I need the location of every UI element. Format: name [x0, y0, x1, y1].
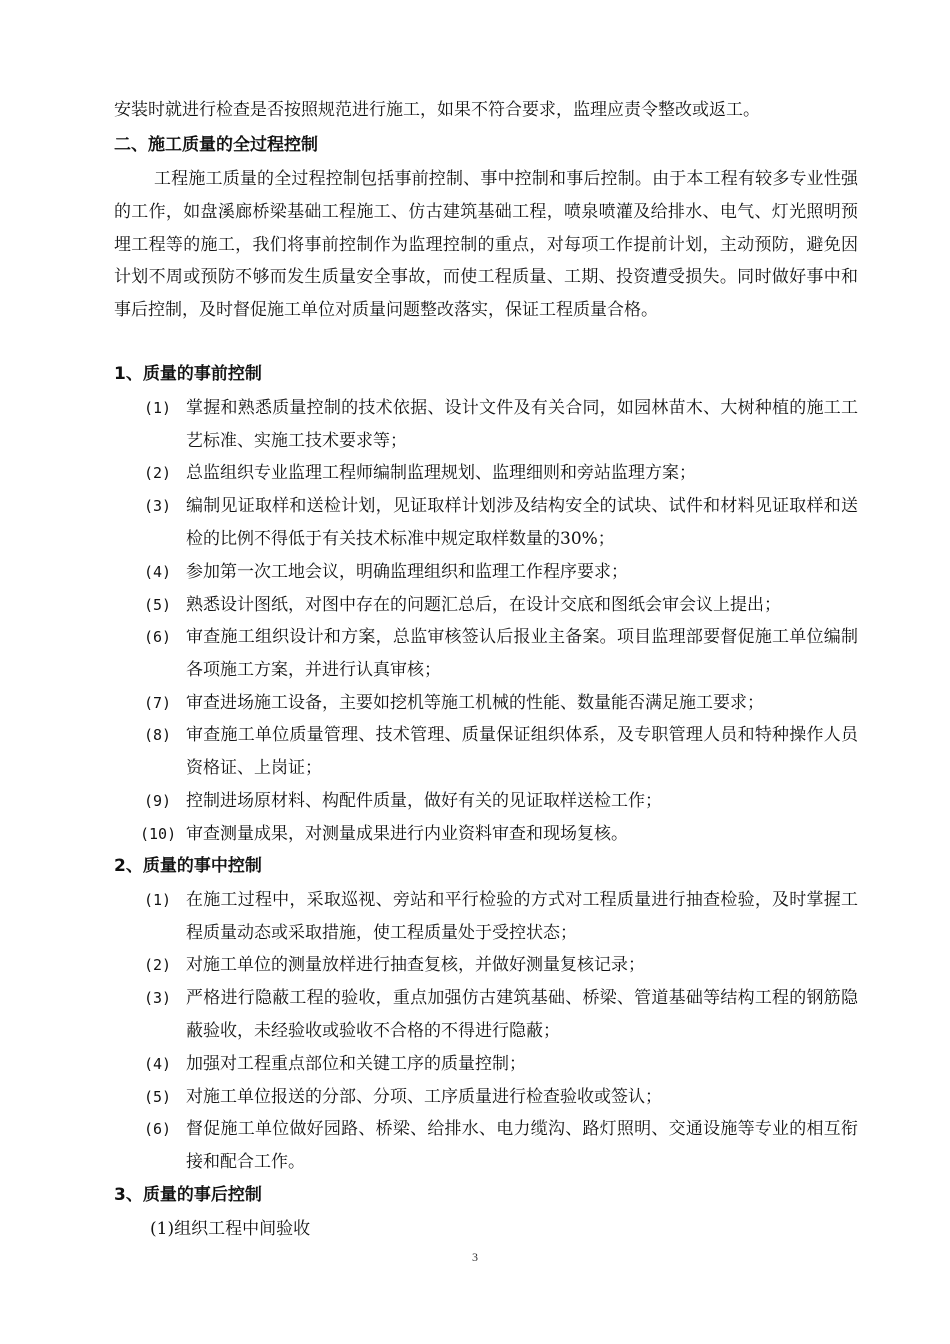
item-text: 审查施工单位质量管理、技术管理、质量保证组织体系，及专职管理人员和特种操作人员资格证、上岗证；: [186, 725, 858, 778]
item-number: (1): [144, 399, 172, 417]
subsection-2-title: 2、质量的事中控制: [114, 856, 262, 876]
item-number: (3): [144, 497, 172, 515]
subsection-3-title: 3、质量的事后控制: [114, 1185, 262, 1205]
item-number: (7): [144, 694, 172, 712]
item-text: 熟悉设计图纸，对图中存在的问题汇总后，在设计交底和图纸会审会议上提出；: [186, 595, 781, 615]
item-text: 编制见证取样和送检计划，见证取样计划涉及结构安全的试块、试件和材料见证取样和送检的比例不得低于有关技术标准中规定取样数量的30%；: [186, 496, 858, 549]
section-2-paragraph: 工程施工质量的全过程控制包括事前控制、事中控制和事后控制。由于本工程有较多专业性强的工作，如盘溪廊桥梁基础工程施工、仿古建筑基础工程，喷泉喷灌及给排水、电气、灯光照明预埋工程等的施工，我们将事前控制作为监理控制的重点，对每项工作提前计划，主动预防，避免因计划不周或预防不够而发生质量安全事故，而使工程质量、工期、投资遭受损失。同时做好事中和事后控制，及时督促施工单位对质量问题整改落实，保证工程质量合格。: [114, 169, 858, 321]
item-text: 审查进场施工设备，主要如挖机等施工机械的性能、数量能否满足施工要求；: [186, 693, 764, 713]
item-number: (2): [144, 464, 172, 482]
item-text: 对施工单位报送的分部、分项、工序质量进行检查验收或签认；: [186, 1087, 662, 1107]
item-number: (4): [144, 1055, 172, 1073]
list-item: (1)组织工程中间验收: [150, 1219, 311, 1239]
item-text: 总监组织专业监理工程师编制监理规划、监理细则和旁站监理方案；: [186, 463, 696, 483]
item-number: (2): [144, 956, 172, 974]
subsection-1-title: 1、质量的事前控制: [114, 364, 262, 384]
item-number: (5): [144, 596, 172, 614]
item-text: 控制进场原材料、构配件质量，做好有关的见证取样送检工作；: [186, 791, 662, 811]
item-number: (6): [144, 1120, 172, 1138]
item-number: (10): [140, 825, 177, 843]
item-number: (5): [144, 1088, 172, 1106]
item-text: 督促施工单位做好园路、桥梁、给排水、电力缆沟、路灯照明、交通设施等专业的相互衔接和配合工作。: [186, 1119, 858, 1172]
item-number: (4): [144, 563, 172, 581]
item-number: (9): [144, 792, 172, 810]
item-text: 审查测量成果，对测量成果进行内业资料审查和现场复核。: [186, 824, 628, 844]
item-text: 严格进行隐蔽工程的验收，重点加强仿古建筑基础、桥梁、管道基础等结构工程的钢筋隐蔽验收，未经验收或验收不合格的不得进行隐蔽；: [186, 988, 858, 1041]
item-text: 参加第一次工地会议，明确监理组织和监理工作程序要求；: [186, 562, 628, 582]
item-number: (8): [144, 726, 172, 744]
section-2-title: 二、施工质量的全过程控制: [114, 135, 318, 155]
intro-line: 安装时就进行检查是否按照规范进行施工，如果不符合要求，监理应责令整改或返工。: [114, 100, 760, 120]
item-number: (6): [144, 628, 172, 646]
item-text: 对施工单位的测量放样进行抽查复核，并做好测量复核记录；: [186, 955, 645, 975]
item-text: 审查施工组织设计和方案，总监审核签认后报业主备案。项目监理部要督促施工单位编制各项施工方案，并进行认真审核；: [186, 627, 858, 680]
item-text: 掌握和熟悉质量控制的技术依据、设计文件及有关合同，如园林苗木、大树种植的施工工艺标准、实施工技术要求等；: [186, 398, 858, 451]
item-text: 在施工过程中，采取巡视、旁站和平行检验的方式对工程质量进行抽查检验，及时掌握工程质量动态或采取措施，使工程质量处于受控状态；: [186, 890, 858, 943]
page-number: 3: [472, 1250, 478, 1264]
item-number: (3): [144, 989, 172, 1007]
item-number: (1): [144, 891, 172, 909]
item-text: 加强对工程重点部位和关键工序的质量控制；: [186, 1054, 526, 1074]
